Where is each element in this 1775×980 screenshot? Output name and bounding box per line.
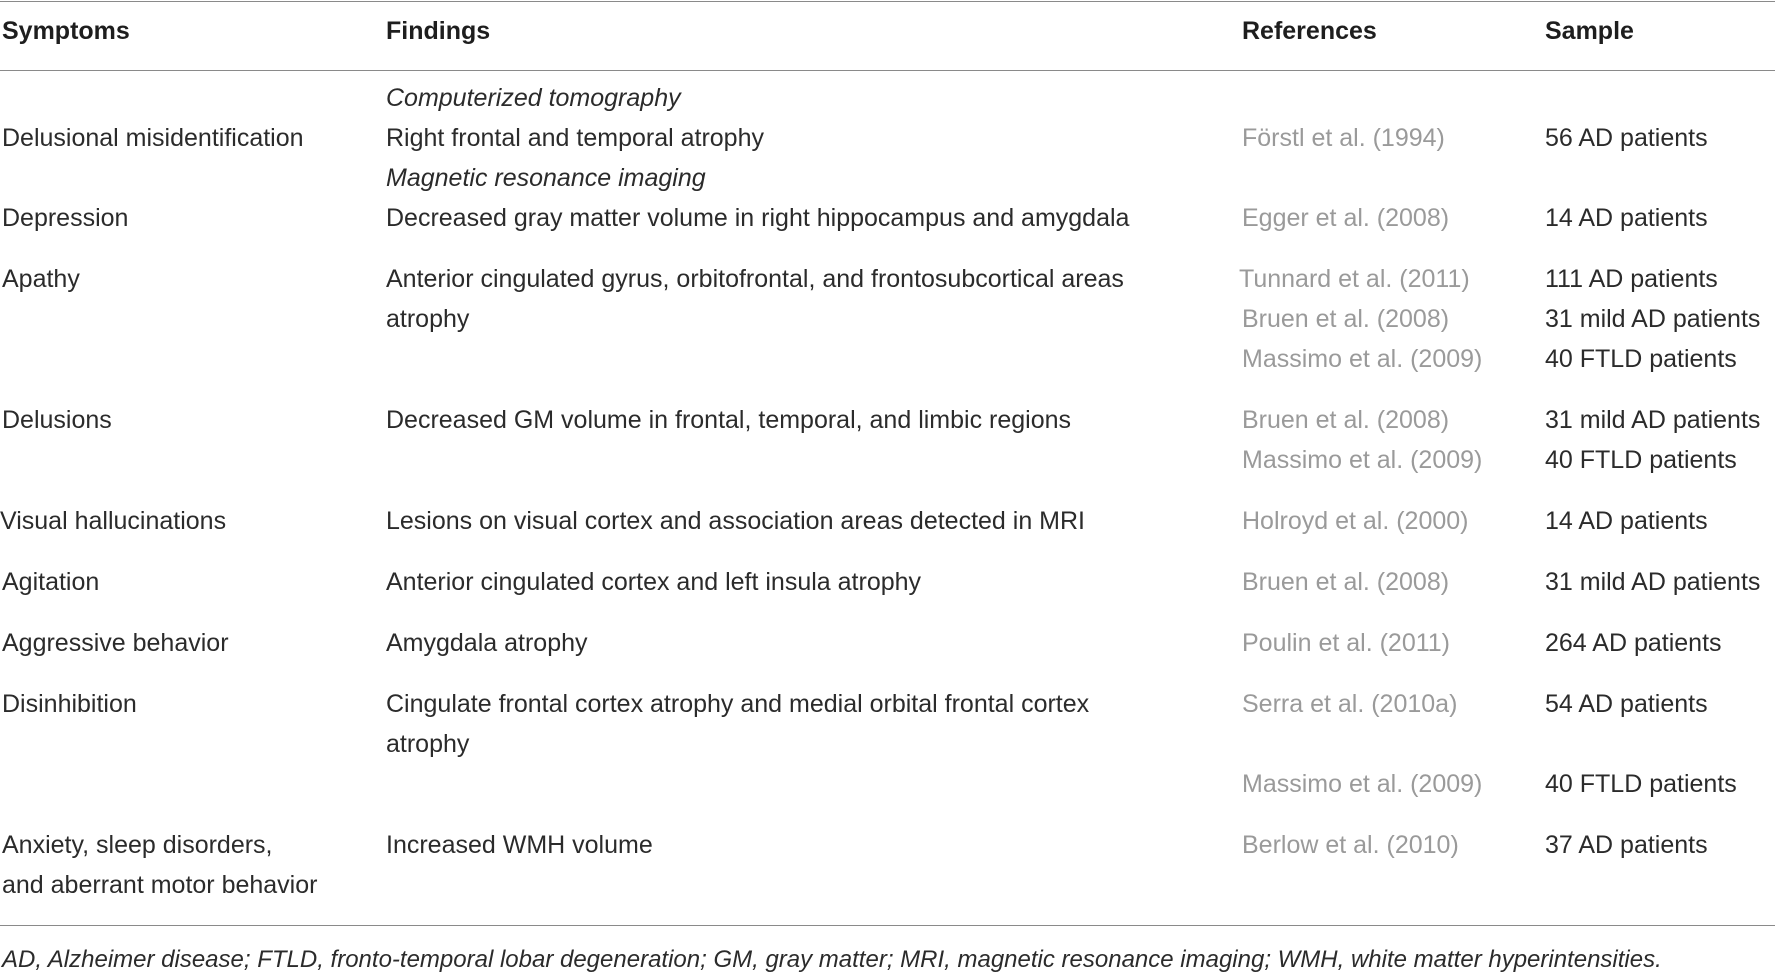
header-sample: Sample: [1545, 17, 1634, 45]
section-label-ct: Computerized tomography: [386, 84, 681, 112]
table-row-reference: Berlow et al. (2010): [1242, 831, 1459, 859]
header-symptoms: Symptoms: [2, 17, 130, 45]
table-row-sample: 56 AD patients: [1545, 124, 1708, 152]
table-row-finding-line1: Anterior cingulated gyrus, orbitofrontal, and frontosubcortical areas: [386, 265, 1124, 293]
table-row-sample: 14 AD patients: [1545, 507, 1708, 535]
table-row-reference: Bruen et al. (2008): [1242, 568, 1450, 596]
top-rule: [0, 1, 1775, 2]
table-row-reference: Holroyd et al. (2000): [1242, 507, 1469, 535]
table-row-symptom-line2: and aberrant motor behavior: [2, 871, 318, 899]
table-row-reference: Förstl et al. (1994): [1242, 124, 1445, 152]
table-row-finding: Decreased GM volume in frontal, temporal, and limbic regions: [386, 406, 1072, 434]
table-row-reference: Tunnard et al. (2011): [1239, 265, 1470, 293]
table-row-sample: 111 AD patients: [1545, 265, 1718, 293]
table-row-sample: 37 AD patients: [1545, 831, 1708, 859]
table-row-sample: 54 AD patients: [1545, 690, 1708, 718]
table-row-symptom: Apathy: [2, 265, 80, 293]
table-row-finding: Decreased gray matter volume in right hippocampus and amygdala: [386, 204, 1130, 232]
table-row-reference: Bruen et al. (2008): [1242, 305, 1450, 333]
table-row-sample: 40 FTLD patients: [1545, 345, 1737, 373]
table-row-sample: 31 mild AD patients: [1545, 406, 1761, 434]
table-row-symptom: Aggressive behavior: [2, 629, 229, 657]
table-row-symptom: Depression: [2, 204, 129, 232]
table-row-symptom: Delusional misidentification: [2, 124, 304, 152]
section-label-mri: Magnetic resonance imaging: [386, 164, 706, 192]
table-row-symptom: Disinhibition: [2, 690, 137, 718]
table-row-symptom: Delusions: [2, 406, 112, 434]
table-row-sample: 264 AD patients: [1545, 629, 1722, 657]
table-row-reference: Massimo et al. (2009): [1242, 446, 1483, 474]
table-footnote: AD, Alzheimer disease; FTLD, fronto-temporal lobar degeneration; GM, gray matter; MRI, magnetic resonance imaging; WMH, white matter hyperintensities.: [2, 946, 1662, 973]
table-row-sample: 31 mild AD patients: [1545, 568, 1761, 596]
table-row-reference: Serra et al. (2010a): [1242, 690, 1458, 718]
table-row-finding-line2: atrophy: [386, 305, 470, 333]
table-row-finding: Lesions on visual cortex and association areas detected in MRI: [386, 507, 1085, 535]
table-row-finding-line2: atrophy: [386, 730, 470, 758]
table-row-sample: 40 FTLD patients: [1545, 446, 1737, 474]
table-row-finding: Right frontal and temporal atrophy: [386, 124, 764, 152]
header-rule: [0, 70, 1775, 71]
table-row-reference: Massimo et al. (2009): [1242, 345, 1483, 373]
table-row-reference: Massimo et al. (2009): [1242, 770, 1483, 798]
header-references: References: [1242, 17, 1377, 45]
table-row-symptom-line1: Anxiety, sleep disorders,: [2, 831, 273, 859]
table-row-symptom: Agitation: [2, 568, 100, 596]
table-row-reference: Egger et al. (2008): [1242, 204, 1450, 232]
table-row-finding-line1: Cingulate frontal cortex atrophy and medial orbital frontal cortex: [386, 690, 1090, 718]
header-findings: Findings: [386, 17, 491, 45]
table-row-finding: Increased WMH volume: [386, 831, 653, 859]
table-row-sample: 31 mild AD patients: [1545, 305, 1761, 333]
table-row-reference: Bruen et al. (2008): [1242, 406, 1450, 434]
table-row-symptom: Visual hallucinations: [0, 507, 227, 535]
table-row-finding: Amygdala atrophy: [386, 629, 588, 657]
table-row-sample: 40 FTLD patients: [1545, 770, 1737, 798]
table-row-finding: Anterior cingulated cortex and left insula atrophy: [386, 568, 922, 596]
bottom-rule: [0, 925, 1775, 926]
table-row-sample: 14 AD patients: [1545, 204, 1708, 232]
table-row-reference: Poulin et al. (2011): [1242, 629, 1450, 657]
